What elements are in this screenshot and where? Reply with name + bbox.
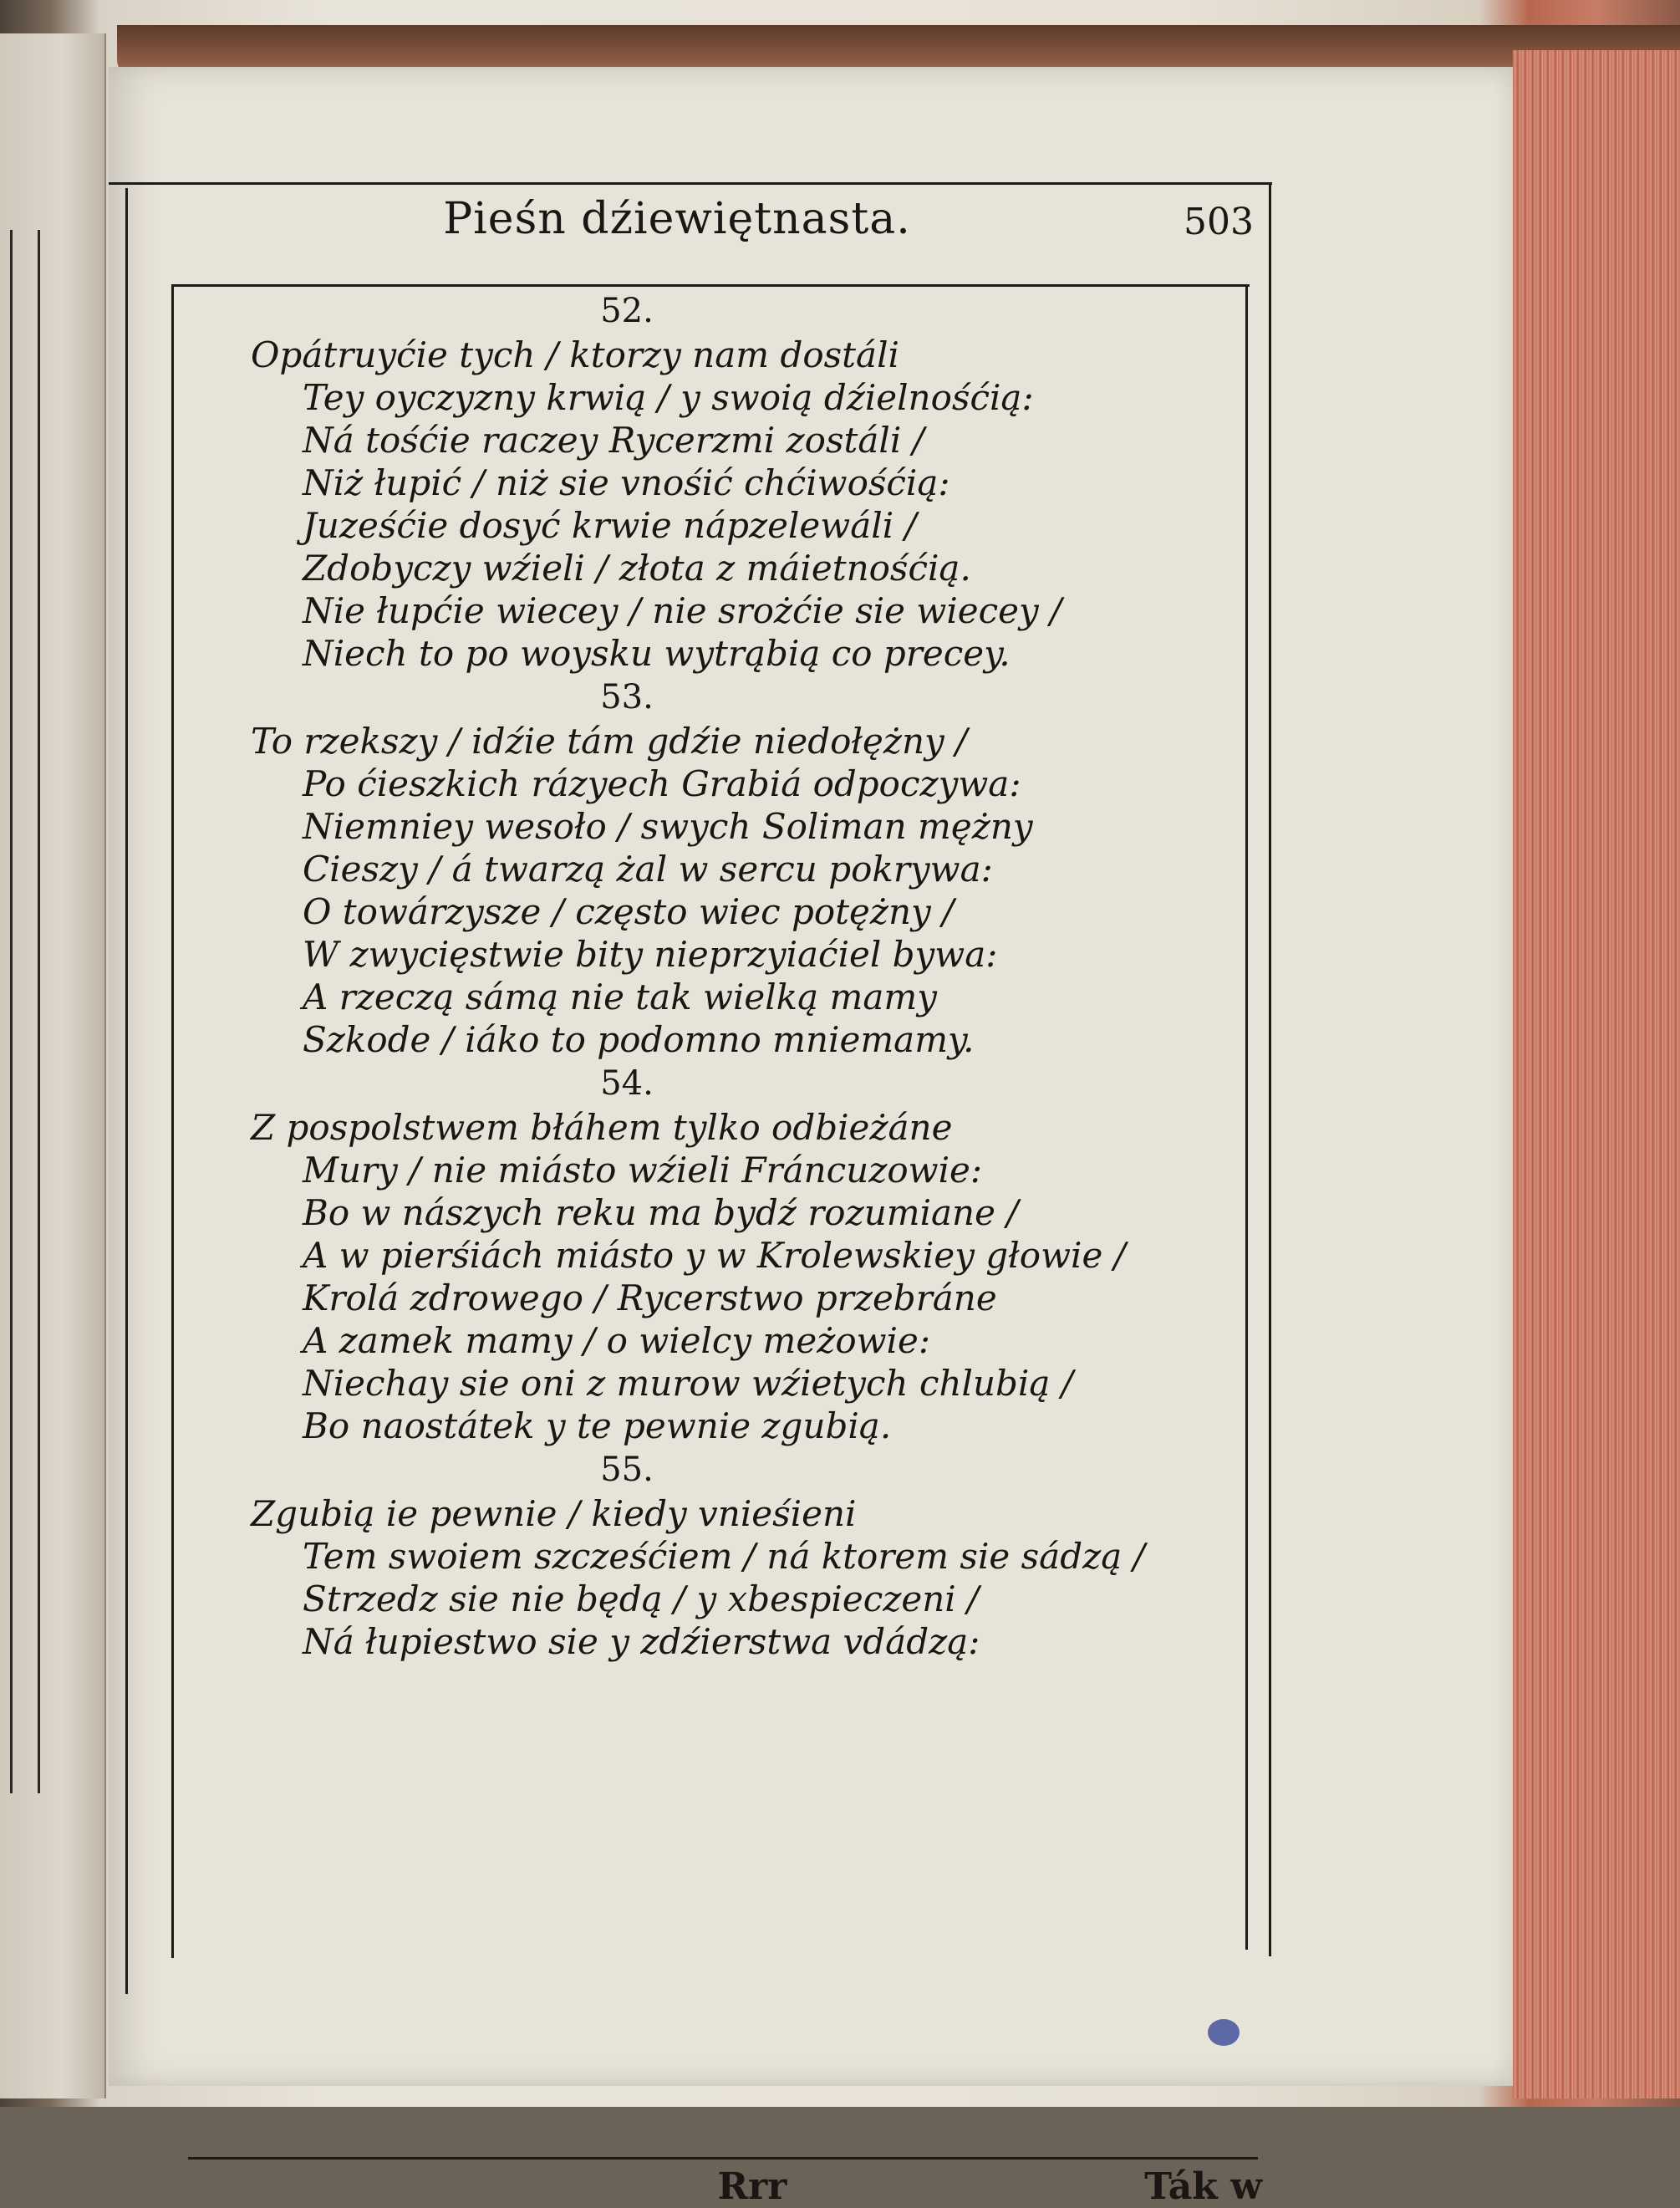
stanza-number: 53.	[600, 678, 654, 716]
verse-line: Strzedz sie nie będą / y xbespieczeni /	[303, 1578, 980, 1619]
verse-line: Szkode / iáko to podomno mniemamy.	[303, 1019, 975, 1060]
verse-line: Z pospolstwem błáhem tylko odbieżáne	[251, 1107, 953, 1148]
footer-rule	[188, 2157, 1258, 2160]
verse-line: A w pierśiách miásto y w Krolewskiey głowie /	[303, 1235, 1126, 1276]
signature-mark: Rrr	[717, 2165, 787, 2208]
page-edges	[1513, 50, 1680, 2098]
frame-inner-left-rule	[171, 286, 174, 1958]
header-underline	[171, 284, 1250, 287]
page-number: 503	[1184, 201, 1254, 243]
stanza	[251, 288, 1237, 675]
verse-line: Juześćie dosyć krwie nápzelewáli /	[303, 505, 917, 546]
catchword: Ták w	[1144, 2165, 1262, 2208]
verse-line: Bo w nászych reku ma bydź rozumiane /	[303, 1192, 1019, 1233]
stanza	[251, 1061, 1237, 1447]
stanza-number: 54.	[600, 1064, 654, 1103]
verse-line: Cieszy / á twarzą żal w sercu pokrywa:	[303, 849, 993, 890]
stanza-number: 55.	[600, 1451, 654, 1489]
verse-line: Opátruyćie tych / ktorzy nam dostáli	[251, 334, 899, 375]
verse-line: Ná tośćie raczey Rycerzmi zostáli /	[303, 420, 924, 461]
verse-line: Krolá zdrowego / Rycerstwo przebráne	[303, 1277, 997, 1318]
verse-line: Zdobyczy wźieli / złota z máietnośćią.	[303, 548, 971, 589]
verse-line: W zwycięstwie bity nieprzyiaćiel bywa:	[303, 934, 998, 975]
verse-line: Niemniey wesoło / swych Soliman mężny	[303, 806, 1033, 847]
verse-line: Nie łupćie wiecey / nie srożćie sie wiecey /	[303, 590, 1062, 631]
left-page-edge	[0, 33, 106, 2098]
ink-blot	[1208, 2019, 1240, 2046]
stanza	[251, 1447, 1237, 1663]
frame-inner-right-rule	[1245, 286, 1248, 1950]
verse-line: Niż łupić / niż sie vnośić chćiwośćią:	[303, 462, 950, 503]
verse-line: Tey oyczyzny krwią / y swoią dźielnośćią:	[303, 377, 1034, 418]
verse-line: To rzekszy / idźie tám gdźie niedołężny /	[251, 721, 968, 762]
running-title: Pieśn dźiewiętnasta.	[443, 194, 911, 244]
poem-text	[251, 288, 1237, 1663]
verse-line: A rzeczą sámą nie tak wielką mamy	[303, 977, 937, 1017]
left-page-rule	[38, 230, 40, 1793]
stanza-number: 52.	[600, 292, 654, 330]
verse-line: Mury / nie miásto wźieli Fráncuzowie:	[303, 1150, 983, 1191]
frame-right-rule	[1269, 184, 1271, 1956]
verse-line: Niechay sie oni z murow wźietych chlubią /	[303, 1363, 1073, 1404]
stanza	[251, 675, 1237, 1061]
left-page-rule	[10, 230, 13, 1793]
verse-line: O towárzysze / często wiec potężny /	[303, 891, 955, 932]
verse-line: Po ćieszkich rázyech Grabiá odpoczywa:	[303, 763, 1021, 804]
verse-line: Zgubią ie pewnie / kiedy vnieśieni	[251, 1493, 857, 1534]
verse-line: Ná łupiestwo sie y zdźierstwa vdádzą:	[303, 1621, 980, 1662]
verse-line: Bo naostátek y te pewnie zgubią.	[303, 1405, 892, 1446]
frame-left-rule	[125, 188, 128, 1994]
header-rule	[109, 182, 1272, 185]
verse-line: A zamek mamy / o wielcy meżowie:	[303, 1320, 930, 1361]
verse-line: Tem swoiem szcześćiem / ná ktorem sie sádzą /	[303, 1536, 1145, 1577]
verse-line: Niech to po woysku wytrąbią co precey.	[303, 633, 1011, 674]
